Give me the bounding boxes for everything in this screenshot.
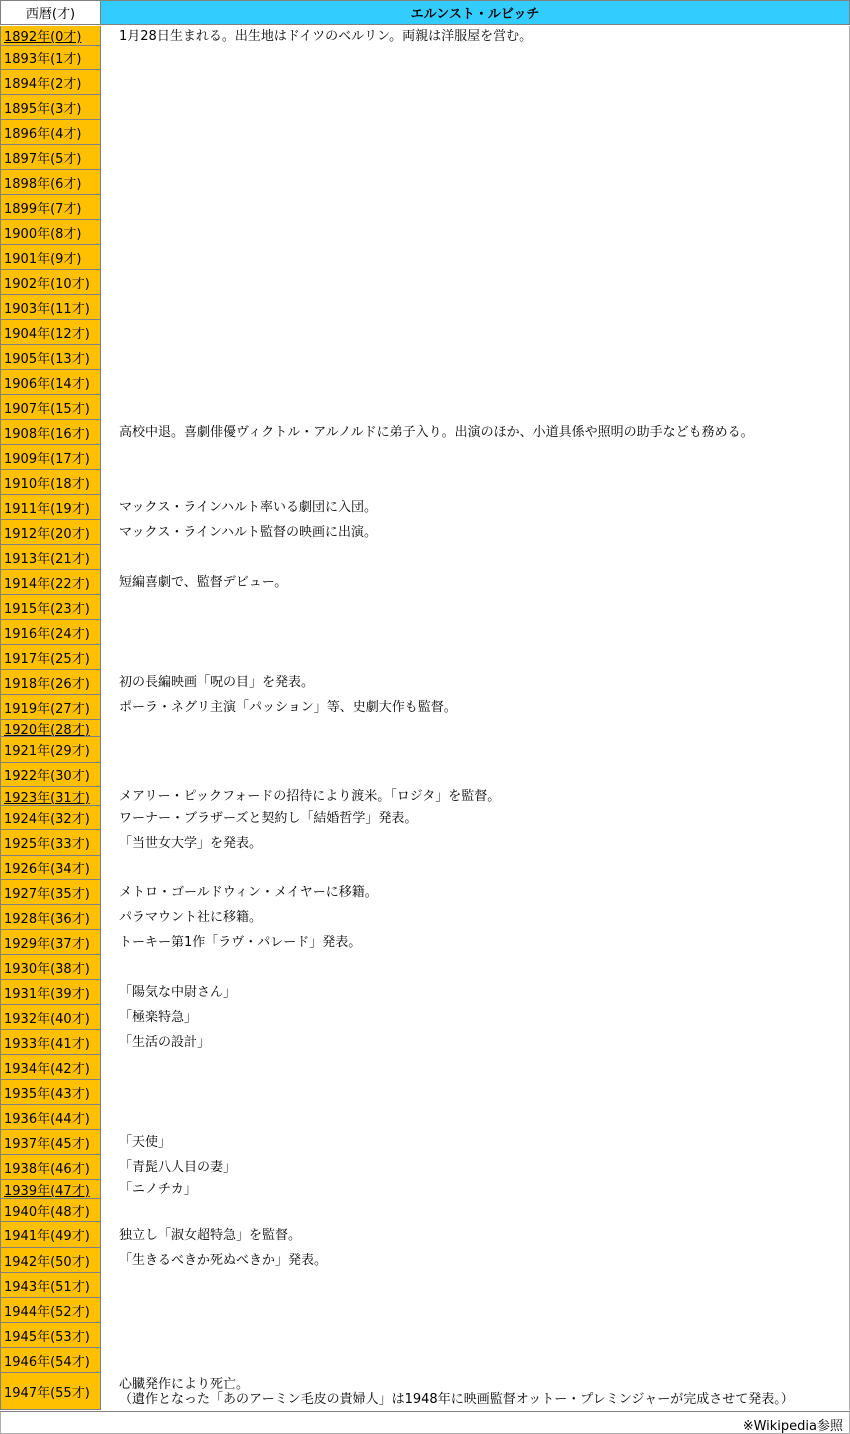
year-cell <box>0 370 101 395</box>
year-cell <box>0 1248 101 1273</box>
event-cell <box>101 670 850 695</box>
event-cell <box>101 980 850 1005</box>
year-cell <box>0 470 101 495</box>
event-text: マックス・ラインハルト率いる劇団に入団。 <box>119 500 378 515</box>
timeline-row <box>0 495 850 520</box>
year-cell <box>0 220 101 245</box>
year-label: 1916年(24才) <box>4 626 90 642</box>
event-cell <box>101 1155 850 1180</box>
timeline-row <box>0 1373 850 1410</box>
event-text: 「生活の設計」 <box>119 1035 211 1050</box>
timeline-row <box>0 1273 850 1298</box>
year-label: 1945年(53才) <box>4 1329 90 1345</box>
event-text: 初の長編映画「呪の目」を発表。 <box>119 675 315 690</box>
timeline-row <box>0 1222 850 1248</box>
event-cell <box>101 170 850 195</box>
event-text: 「生きるべきか死ぬべきか」発表。 <box>119 1253 328 1268</box>
event-cell <box>101 1222 850 1248</box>
timeline-row <box>0 763 850 787</box>
year-label: 1896年(4才) <box>4 126 82 142</box>
year-cell <box>0 95 101 120</box>
event-cell <box>101 26 850 46</box>
footer-row <box>0 1411 850 1434</box>
event-text: メアリー・ピックフォードの招待により渡米。「ロジタ」を監督。 <box>119 789 501 804</box>
year-cell <box>0 1105 101 1130</box>
year-cell <box>0 270 101 295</box>
year-cell <box>0 1298 101 1323</box>
timeline-row <box>0 1199 850 1222</box>
year-cell <box>0 1222 101 1248</box>
timeline-row <box>0 295 850 320</box>
event-cell <box>101 520 850 545</box>
timeline-row <box>0 1130 850 1155</box>
event-text: 心臓発作により死亡。 <box>119 1376 250 1392</box>
year-label: 1895年(3才) <box>4 101 82 117</box>
year-cell <box>0 520 101 545</box>
event-cell <box>101 737 850 763</box>
timeline-row <box>0 787 850 806</box>
year-label: 1933年(41才) <box>4 1036 90 1052</box>
timeline-row <box>0 1155 850 1180</box>
timeline-row <box>0 1323 850 1348</box>
year-label: 1914年(22才) <box>4 576 90 592</box>
year-cell <box>0 670 101 695</box>
event-text: 「青髭八人目の妻」 <box>119 1160 237 1175</box>
year-label: 1924年(32才) <box>4 812 90 827</box>
year-label: 1920年(28才) <box>4 722 90 738</box>
event-cell <box>101 1373 850 1410</box>
year-cell <box>0 495 101 520</box>
event-cell <box>101 1030 850 1055</box>
year-label: 1900年(8才) <box>4 226 82 242</box>
year-label: 1918年(26才) <box>4 676 90 692</box>
timeline-row <box>0 46 850 70</box>
year-cell <box>0 620 101 645</box>
year-cell <box>0 46 101 70</box>
timeline-row <box>0 520 850 545</box>
event-cell <box>101 1348 850 1373</box>
year-cell <box>0 1155 101 1180</box>
event-cell <box>101 470 850 495</box>
timeline-row <box>0 955 850 980</box>
event-cell <box>101 1323 850 1348</box>
timeline-row <box>0 370 850 395</box>
year-cell <box>0 880 101 905</box>
year-cell <box>0 1273 101 1298</box>
year-label: 1904年(12才) <box>4 326 90 342</box>
timeline-row <box>0 420 850 445</box>
timeline-row <box>0 737 850 763</box>
year-label: 1899年(7才) <box>4 201 82 217</box>
year-label: 1917年(25才) <box>4 651 90 667</box>
year-label: 1930年(38才) <box>4 961 90 977</box>
event-cell <box>101 145 850 170</box>
year-cell <box>0 320 101 345</box>
event-text: 「陽気な中尉さん」 <box>119 985 237 1000</box>
event-text: 独立し「淑女超特急」を監督。 <box>119 1227 302 1243</box>
year-cell <box>0 806 101 830</box>
event-cell <box>101 220 850 245</box>
event-cell <box>101 905 850 930</box>
year-cell <box>0 1130 101 1155</box>
year-label: 1908年(16才) <box>4 426 90 442</box>
year-label: 1894年(2才) <box>4 76 82 92</box>
year-label: 1893年(1才) <box>4 52 82 67</box>
year-label: 1939年(47才) <box>4 1183 90 1199</box>
year-label: 1937年(45才) <box>4 1136 90 1152</box>
event-cell <box>101 695 850 720</box>
event-cell <box>101 270 850 295</box>
event-cell <box>101 1273 850 1298</box>
timeline-row <box>0 1105 850 1130</box>
timeline-row <box>0 270 850 295</box>
year-label: 1901年(9才) <box>4 251 82 267</box>
timeline-row <box>0 145 850 170</box>
event-cell <box>101 830 850 856</box>
timeline-row <box>0 1298 850 1323</box>
year-label: 1898年(6才) <box>4 176 82 192</box>
year-cell <box>0 295 101 320</box>
year-label: 1931年(39才) <box>4 986 90 1002</box>
timeline-row <box>0 170 850 195</box>
year-label: 1929年(37才) <box>4 936 90 952</box>
year-cell <box>0 170 101 195</box>
source-note: ※Wikipedia参照 <box>742 1419 843 1434</box>
year-label: 1910年(18才) <box>4 476 90 492</box>
event-cell <box>101 645 850 670</box>
year-cell <box>0 395 101 420</box>
timeline-row <box>0 1348 850 1373</box>
year-cell <box>0 830 101 856</box>
timeline-row <box>0 670 850 695</box>
timeline-row <box>0 720 850 737</box>
year-label: 1923年(31才) <box>4 790 90 806</box>
event-text: トーキー第1作「ラヴ・パレード」発表。 <box>119 935 362 950</box>
year-cell <box>0 445 101 470</box>
event-cell <box>101 620 850 645</box>
year-cell <box>0 1055 101 1080</box>
timeline-row <box>0 1080 850 1105</box>
title-header-text: エルンスト・ルビッチ <box>410 7 540 22</box>
year-cell <box>0 737 101 763</box>
event-text: 「当世女大学」を発表。 <box>119 835 263 851</box>
timeline-row <box>0 445 850 470</box>
event-cell <box>101 570 850 595</box>
year-cell <box>0 695 101 720</box>
timeline-row <box>0 220 850 245</box>
timeline-row <box>0 120 850 145</box>
event-cell <box>101 595 850 620</box>
event-cell <box>101 420 850 445</box>
year-cell <box>0 245 101 270</box>
year-label: 1944年(52才) <box>4 1304 90 1320</box>
year-label: 1921年(29才) <box>4 744 90 759</box>
event-cell <box>101 1199 850 1222</box>
year-label: 1903年(11才) <box>4 301 90 317</box>
year-cell <box>0 1373 101 1410</box>
timeline-row <box>0 545 850 570</box>
year-label: 1943年(51才) <box>4 1279 90 1295</box>
event-text: 1月28日生まれる。出生地はドイツのベルリン。両親は洋服屋を営む。 <box>119 28 533 44</box>
year-label: 1947年(55才) <box>4 1385 90 1401</box>
event-cell <box>101 120 850 145</box>
event-cell <box>101 1005 850 1030</box>
event-cell <box>101 787 850 806</box>
timeline-row <box>0 320 850 345</box>
event-note-text: （遺作となった「あのアーミン毛皮の貴婦人」は1948年に映画監督オットー・プレミンジャーが完成させて発表。） <box>119 1391 794 1407</box>
year-cell <box>0 120 101 145</box>
year-label: 1927年(35才) <box>4 886 90 902</box>
year-cell <box>0 1323 101 1348</box>
event-cell <box>101 545 850 570</box>
year-label: 1907年(15才) <box>4 401 90 417</box>
year-label: 1938年(46才) <box>4 1161 90 1177</box>
event-cell <box>101 1130 850 1155</box>
event-cell <box>101 295 850 320</box>
year-cell <box>0 420 101 445</box>
year-cell <box>0 905 101 930</box>
year-cell <box>0 856 101 880</box>
event-cell <box>101 1248 850 1273</box>
event-text: 短編喜劇で、監督デビュー。 <box>119 575 288 590</box>
year-column-header <box>0 0 101 25</box>
year-label: 1932年(40才) <box>4 1011 90 1027</box>
year-cell <box>0 720 101 737</box>
timeline-row <box>0 470 850 495</box>
event-cell <box>101 856 850 880</box>
timeline-row <box>0 26 850 46</box>
event-cell <box>101 1105 850 1130</box>
timeline-row <box>0 1248 850 1273</box>
year-cell <box>0 955 101 980</box>
timeline-row <box>0 645 850 670</box>
year-label: 1925年(33才) <box>4 837 90 852</box>
event-text: 「天使」 <box>119 1135 172 1150</box>
timeline-row <box>0 806 850 830</box>
event-text: ポーラ・ネグリ主演「パッション」等、史劇大作も監督。 <box>119 700 457 715</box>
event-cell <box>101 806 850 830</box>
year-column-header-text: 西暦(才) <box>25 7 76 22</box>
year-cell <box>0 595 101 620</box>
year-label: 1919年(27才) <box>4 701 90 717</box>
year-cell <box>0 930 101 955</box>
year-cell <box>0 1199 101 1222</box>
year-cell <box>0 26 101 46</box>
year-label: 1941年(49才) <box>4 1229 90 1244</box>
year-label: 1911年(19才) <box>4 501 90 517</box>
timeline-row <box>0 570 850 595</box>
year-cell <box>0 1005 101 1030</box>
timeline-row <box>0 620 850 645</box>
timeline-row <box>0 95 850 120</box>
year-cell <box>0 1030 101 1055</box>
timeline-row <box>0 70 850 95</box>
timeline-row <box>0 195 850 220</box>
year-cell <box>0 145 101 170</box>
year-label: 1913年(21才) <box>4 551 90 567</box>
event-cell <box>101 495 850 520</box>
event-cell <box>101 763 850 787</box>
year-label: 1926年(34才) <box>4 862 90 877</box>
event-cell <box>101 1080 850 1105</box>
event-cell <box>101 370 850 395</box>
year-cell <box>0 763 101 787</box>
year-label: 1942年(50才) <box>4 1254 90 1270</box>
event-cell <box>101 245 850 270</box>
year-cell <box>0 545 101 570</box>
year-cell <box>0 70 101 95</box>
event-cell <box>101 1180 850 1199</box>
timeline-row <box>0 980 850 1005</box>
year-label: 1902年(10才) <box>4 276 90 292</box>
event-text: 高校中退。喜劇俳優ヴィクトル・アルノルドに弟子入り。出演のほか、小道具係や照明の助手なども務める。 <box>119 425 754 440</box>
event-cell <box>101 1055 850 1080</box>
timeline-row <box>0 830 850 856</box>
event-cell <box>101 345 850 370</box>
timeline-row <box>0 595 850 620</box>
timeline-row <box>0 245 850 270</box>
year-label: 1915年(23才) <box>4 601 90 617</box>
year-label: 1922年(30才) <box>4 769 90 784</box>
event-cell <box>101 46 850 70</box>
event-cell <box>101 445 850 470</box>
event-cell <box>101 395 850 420</box>
event-cell <box>101 880 850 905</box>
year-label: 1912年(20才) <box>4 526 90 542</box>
year-label: 1897年(5才) <box>4 151 82 167</box>
timeline-row <box>0 395 850 420</box>
year-label: 1892年(0才) <box>4 30 82 45</box>
timeline-row <box>0 1055 850 1080</box>
year-cell <box>0 980 101 1005</box>
event-cell <box>101 930 850 955</box>
year-cell <box>0 1080 101 1105</box>
timeline-row <box>0 880 850 905</box>
event-text: パラマウント社に移籍。 <box>119 910 263 925</box>
year-label: 1906年(14才) <box>4 376 90 392</box>
event-cell <box>101 95 850 120</box>
timeline-row <box>0 905 850 930</box>
timeline-row <box>0 1180 850 1199</box>
year-cell <box>0 570 101 595</box>
year-label: 1928年(36才) <box>4 911 90 927</box>
year-label: 1934年(42才) <box>4 1061 90 1077</box>
year-label: 1946年(54才) <box>4 1354 90 1370</box>
event-text: ワーナー・ブラザーズと契約し「結婚哲学」発表。 <box>119 810 418 826</box>
event-text: 「極楽特急」 <box>119 1010 198 1025</box>
timeline-row <box>0 856 850 880</box>
timeline-row <box>0 930 850 955</box>
event-cell <box>101 720 850 737</box>
event-text: メトロ・ゴールドウィン・メイヤーに移籍。 <box>119 885 378 900</box>
event-cell <box>101 320 850 345</box>
timeline-row <box>0 1030 850 1055</box>
year-cell <box>0 1348 101 1373</box>
event-text: マックス・ラインハルト監督の映画に出演。 <box>119 525 378 540</box>
year-cell <box>0 345 101 370</box>
event-cell <box>101 955 850 980</box>
year-cell <box>0 195 101 220</box>
year-label: 1935年(43才) <box>4 1086 90 1102</box>
year-cell <box>0 787 101 806</box>
event-cell <box>101 70 850 95</box>
timeline-row <box>0 1005 850 1030</box>
year-label: 1940年(48才) <box>4 1204 90 1220</box>
title-column-header <box>100 0 850 25</box>
year-label: 1905年(13才) <box>4 351 90 367</box>
year-cell <box>0 645 101 670</box>
event-cell <box>101 195 850 220</box>
event-text: 「ニノチカ」 <box>119 1182 197 1197</box>
timeline-row <box>0 695 850 720</box>
event-cell <box>101 1298 850 1323</box>
year-label: 1936年(44才) <box>4 1111 90 1127</box>
timeline-row <box>0 345 850 370</box>
year-cell <box>0 1180 101 1199</box>
year-label: 1909年(17才) <box>4 451 90 467</box>
